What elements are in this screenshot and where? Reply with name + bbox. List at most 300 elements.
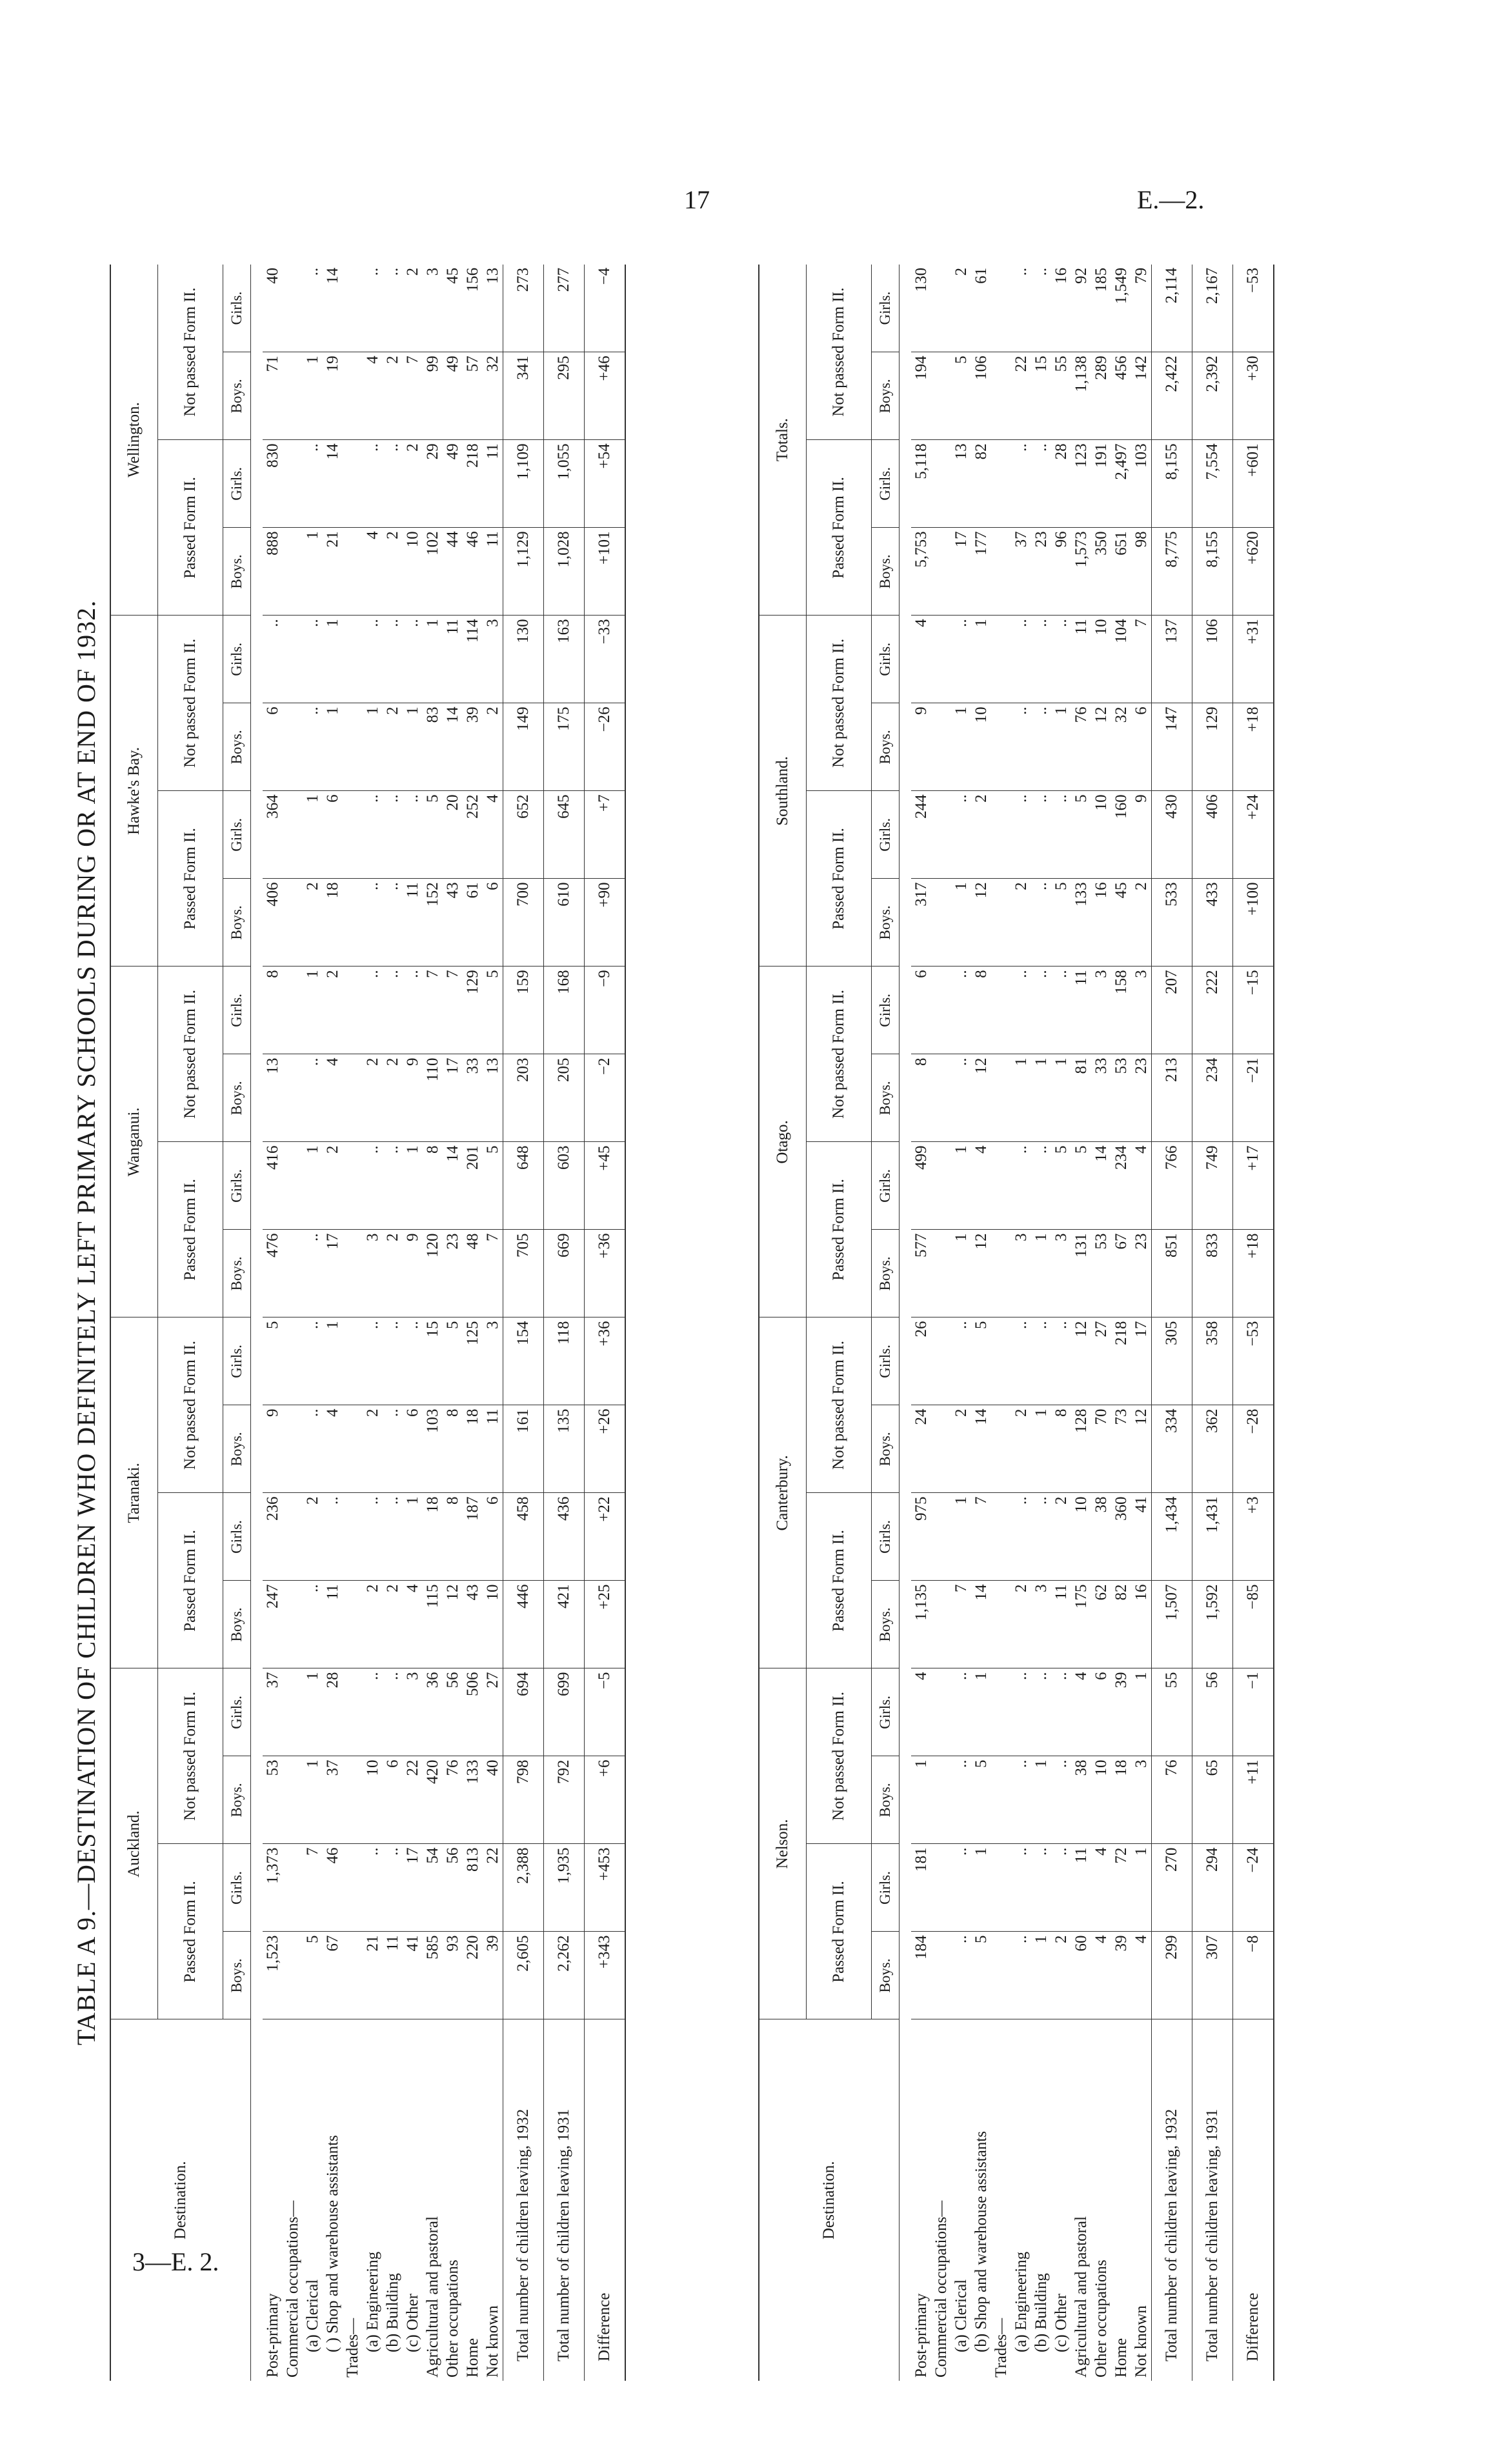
table-cell: 96	[1051, 528, 1071, 616]
table-cell: 7	[423, 967, 443, 1054]
table-cell: 1	[971, 1844, 991, 1932]
table-cell: 222	[1192, 967, 1233, 1054]
table-cell: 2	[383, 703, 403, 791]
table-cell: 4	[1131, 1932, 1152, 2019]
table-cell: 194	[911, 352, 931, 440]
table-row	[263, 265, 283, 2381]
table-cell: 36	[423, 1668, 443, 1756]
table-cell: 65	[1192, 1756, 1233, 1844]
table-cell: 603	[544, 1142, 585, 1230]
table-cell: 168	[544, 967, 585, 1054]
table-cell: 49	[443, 440, 463, 528]
table-cell: 14	[443, 1142, 463, 1230]
table-cell	[991, 1756, 1011, 1844]
table-cell: 46	[463, 528, 483, 616]
table-cell: ..	[363, 1317, 383, 1405]
table-cell: 103	[1131, 440, 1152, 528]
table-cell: −1	[1233, 1668, 1274, 1756]
table-cell: +18	[1233, 1230, 1274, 1317]
passed-header: Passed Form II.	[158, 791, 223, 967]
table-cell: 19	[323, 352, 343, 440]
table-cell: 341	[503, 352, 544, 440]
table-cell: 1,592	[1192, 1581, 1233, 1668]
table-cell: ..	[1031, 791, 1051, 879]
table-cell: 22	[403, 1756, 423, 1844]
table-cell: 6	[323, 791, 343, 879]
table-cell: 1	[1011, 1054, 1031, 1142]
table-cell: 118	[544, 1317, 585, 1405]
table-cell: 9	[1131, 791, 1152, 879]
girls-header: Girls.	[872, 265, 900, 352]
table-cell: 270	[1152, 1844, 1192, 1932]
table-cell: ..	[1011, 967, 1031, 1054]
table-cell: ..	[1011, 703, 1031, 791]
table-cell: 16	[1091, 879, 1111, 967]
table-cell: ..	[1051, 1844, 1071, 1932]
table-cell: 506	[463, 1668, 483, 1756]
table-cell: ..	[383, 1317, 403, 1405]
table-cell: 888	[263, 528, 283, 616]
table-cell: 299	[1152, 1932, 1192, 2019]
table-cell	[931, 967, 951, 1054]
table-cell: −24	[1233, 1844, 1274, 1932]
table-cell: 142	[1131, 352, 1152, 440]
table-cell: 1	[403, 703, 423, 791]
boys-header: Boys.	[872, 1581, 900, 1668]
table-cell: 177	[971, 528, 991, 616]
table-cell	[991, 528, 1011, 616]
table-cell	[283, 703, 303, 791]
row-label: Total number of children leaving, 1932	[503, 2019, 544, 2381]
table-cell	[931, 1142, 951, 1230]
table-cell: 8	[971, 967, 991, 1054]
table-cell: ..	[1011, 440, 1031, 528]
table-cell: ..	[1031, 703, 1051, 791]
table-cell: 12	[971, 1054, 991, 1142]
table-cell: 6	[483, 1493, 503, 1581]
table-cell: 187	[463, 1493, 483, 1581]
table-cell: ..	[1031, 879, 1051, 967]
table-cell: 130	[503, 616, 544, 703]
table-cell: ..	[403, 967, 423, 1054]
table-cell: 1,028	[544, 528, 585, 616]
table-row	[1131, 265, 1152, 2381]
row-label: Other occupations	[443, 2259, 461, 2378]
table-cell: 2	[1011, 1405, 1031, 1493]
table-cell: 6	[1131, 703, 1152, 791]
table-cell: 305	[1152, 1317, 1192, 1405]
table-cell: 8	[443, 1493, 463, 1581]
table-cell: ..	[383, 616, 403, 703]
table-cell: ..	[303, 1581, 323, 1668]
row-label: (b) Building	[383, 2273, 401, 2352]
table-cell: ..	[1031, 1317, 1051, 1405]
row-label: Agricultural and pastoral	[1072, 2216, 1090, 2378]
table-cell: ..	[303, 1405, 323, 1493]
table-cell: 28	[323, 1668, 343, 1756]
row-label: Other occupations	[1092, 2259, 1110, 2378]
table-cell: ..	[1051, 1317, 1071, 1405]
table-cell	[991, 440, 1011, 528]
table-cell	[991, 791, 1011, 879]
table-cell: 20	[443, 791, 463, 879]
table-cell: 5	[1051, 879, 1071, 967]
region-header: Canterbury.	[759, 1317, 807, 1668]
table-cell: 213	[1152, 1054, 1192, 1142]
table-cell: 3	[1031, 1581, 1051, 1668]
table-cell: 4	[971, 1142, 991, 1230]
not-passed-header: Not passed Form II.	[807, 1317, 872, 1493]
table-cell: 533	[1152, 879, 1192, 967]
table-cell: 76	[1152, 1756, 1192, 1844]
table-cell	[343, 616, 363, 703]
girls-header: Girls.	[223, 1493, 251, 1581]
table-cell: 1	[951, 1493, 971, 1581]
table-cell	[931, 1932, 951, 2019]
table-cell: 11	[483, 440, 503, 528]
table-cell: 1	[303, 967, 323, 1054]
table-cell: 39	[1111, 1932, 1131, 2019]
table-cell: 975	[911, 1493, 931, 1581]
table-cell: ..	[363, 265, 383, 352]
table-cell: 14	[443, 703, 463, 791]
table-cell: 766	[1152, 1142, 1192, 1230]
table-cell: 4	[483, 791, 503, 879]
table-cell: 2,167	[1192, 265, 1233, 352]
not-passed-header: Not passed Form II.	[807, 1668, 872, 1844]
table-cell: 7	[443, 967, 463, 1054]
table-cell: 11	[403, 879, 423, 967]
table-cell: 813	[463, 1844, 483, 1932]
table-cell: 1	[1131, 1668, 1152, 1756]
row-label: (a) Engineering	[1012, 2251, 1030, 2352]
table-cell: 2	[951, 265, 971, 352]
table-cell: ..	[1031, 440, 1051, 528]
table-cell: 1	[1051, 1054, 1071, 1142]
table-cell: 577	[911, 1230, 931, 1317]
table-cell: 1	[323, 1317, 343, 1405]
not-passed-header: Not passed Form II.	[158, 265, 223, 440]
region-header: Hawke's Bay.	[110, 616, 158, 967]
table-cell: 13	[263, 1054, 283, 1142]
table-block-2	[758, 265, 1274, 2381]
table-cell: 18	[423, 1493, 443, 1581]
table-cell: 295	[544, 352, 585, 440]
table-cell: 7	[971, 1493, 991, 1581]
table-cell	[283, 1581, 303, 1668]
table-cell: ..	[951, 1756, 971, 1844]
table-cell: 106	[1192, 616, 1233, 703]
table-cell: 1	[303, 791, 323, 879]
table-cell: +36	[585, 1230, 626, 1317]
table-cell: 21	[323, 528, 343, 616]
table-row	[303, 265, 323, 2381]
table-cell: 135	[544, 1405, 585, 1493]
table-cell: 436	[544, 1493, 585, 1581]
table-cell: 5	[423, 791, 443, 879]
table-cell	[283, 879, 303, 967]
table-cell: 43	[443, 879, 463, 967]
table-cell: 317	[911, 879, 931, 967]
table-cell: 79	[1131, 265, 1152, 352]
document-code: E.—2.	[1137, 185, 1205, 214]
row-label: Post-primary	[263, 2293, 281, 2378]
table-row	[1091, 265, 1111, 2381]
table-cell: 24	[911, 1405, 931, 1493]
table-cell: 476	[263, 1230, 283, 1317]
table-row	[1233, 265, 1274, 2381]
table-cell: +18	[1233, 703, 1274, 791]
table-cell: 14	[323, 265, 343, 352]
table-cell: 244	[911, 791, 931, 879]
table-cell: ..	[1051, 1756, 1071, 1844]
table-cell: 2	[323, 967, 343, 1054]
table-cell: 22	[483, 1844, 503, 1932]
table-cell	[991, 703, 1011, 791]
rotated-table-area	[26, 265, 1316, 2381]
data-table	[758, 265, 1274, 2381]
table-cell: ..	[951, 1932, 971, 2019]
row-label: (a) Clerical	[952, 2279, 970, 2352]
region-header: Otago.	[759, 967, 807, 1317]
table-cell: +453	[585, 1844, 626, 1932]
table-cell: +22	[585, 1493, 626, 1581]
table-cell: ..	[383, 1493, 403, 1581]
table-cell: 181	[911, 1844, 931, 1932]
table-cell: 5	[1071, 791, 1091, 879]
table-cell: 2	[1051, 1493, 1071, 1581]
not-passed-header: Not passed Form II.	[158, 967, 223, 1142]
table-cell	[991, 1932, 1011, 2019]
table-cell: 2	[1011, 879, 1031, 967]
table-cell: ..	[951, 791, 971, 879]
table-cell: 129	[1192, 703, 1233, 791]
table-cell: 8	[443, 1405, 463, 1493]
table-cell: ..	[263, 616, 283, 703]
table-cell	[931, 440, 951, 528]
table-cell: 218	[1111, 1317, 1131, 1405]
table-cell	[991, 1493, 1011, 1581]
table-cell: 5,753	[911, 528, 931, 616]
table-cell: 7	[483, 1230, 503, 1317]
passed-header: Passed Form II.	[158, 440, 223, 616]
table-cell	[343, 1493, 363, 1581]
table-cell: 14	[1091, 1142, 1111, 1230]
table-cell: 416	[263, 1142, 283, 1230]
table-cell: 1	[403, 1493, 423, 1581]
boys-header: Boys.	[872, 1230, 900, 1317]
girls-header: Girls.	[223, 791, 251, 879]
table-cell: 10	[363, 1756, 383, 1844]
table-cell: +7	[585, 791, 626, 879]
table-cell	[343, 791, 363, 879]
table-row	[423, 265, 443, 2381]
table-cell: 37	[1011, 528, 1031, 616]
table-cell	[991, 1668, 1011, 1756]
table-cell: 185	[1091, 265, 1111, 352]
table-cell: 6	[1091, 1668, 1111, 1756]
table-cell: 56	[443, 1668, 463, 1756]
table-cell: −21	[1233, 1054, 1274, 1142]
table-cell	[343, 879, 363, 967]
table-cell: 18	[323, 879, 343, 967]
table-cell: 648	[503, 1142, 544, 1230]
table-cell: 130	[911, 265, 931, 352]
table-cell: +46	[585, 352, 626, 440]
boys-header: Boys.	[872, 1932, 900, 2019]
table-cell: 5	[443, 1317, 463, 1405]
table-row	[1071, 265, 1091, 2381]
table-cell	[931, 1844, 951, 1932]
table-cell: +54	[585, 440, 626, 528]
table-cell: 39	[483, 1932, 503, 2019]
table-cell: 129	[463, 967, 483, 1054]
table-cell: 2	[383, 1230, 403, 1317]
table-cell: ..	[303, 440, 323, 528]
boys-header: Boys.	[872, 528, 900, 616]
table-cell: 26	[911, 1317, 931, 1405]
table-cell: 133	[1071, 879, 1091, 967]
table-row	[403, 265, 423, 2381]
table-cell: 10	[971, 703, 991, 791]
table-cell	[931, 1493, 951, 1581]
table-cell: 2	[303, 1493, 323, 1581]
table-row	[363, 265, 383, 2381]
table-cell: 798	[503, 1756, 544, 1844]
table-cell	[283, 1932, 303, 2019]
table-cell	[991, 1142, 1011, 1230]
table-cell: 421	[544, 1581, 585, 1668]
table-cell: 6	[383, 1756, 403, 1844]
table-cell: 175	[544, 703, 585, 791]
table-cell	[283, 1493, 303, 1581]
table-cell: 2	[383, 352, 403, 440]
table-cell: 1,434	[1152, 1493, 1192, 1581]
not-passed-header: Not passed Form II.	[158, 1317, 223, 1493]
row-label: Total number of children leaving, 1932	[1152, 2019, 1192, 2381]
table-cell	[991, 1581, 1011, 1668]
table-cell: 27	[1091, 1317, 1111, 1405]
table-cell: 201	[463, 1142, 483, 1230]
table-cell: 4	[1091, 1844, 1111, 1932]
table-cell: 62	[1091, 1581, 1111, 1668]
table-cell	[283, 528, 303, 616]
table-cell: 102	[423, 528, 443, 616]
girls-header: Girls.	[872, 1493, 900, 1581]
table-cell: +343	[585, 1932, 626, 2019]
table-cell: 4	[323, 1054, 343, 1142]
table-cell: +90	[585, 879, 626, 967]
table-cell: ..	[1011, 265, 1031, 352]
table-cell: 749	[1192, 1142, 1233, 1230]
boys-header: Boys.	[223, 1756, 251, 1844]
row-label: Trades—	[343, 2318, 361, 2378]
table-cell	[931, 265, 951, 352]
table-cell: ..	[951, 1054, 971, 1142]
table-cell: 294	[1192, 1844, 1233, 1932]
row-label: Total number of children leaving, 1931	[544, 2019, 585, 2381]
table-cell: 161	[503, 1405, 544, 1493]
table-cell: +6	[585, 1756, 626, 1844]
table-cell: 652	[503, 791, 544, 879]
table-cell: 406	[1192, 791, 1233, 879]
table-cell: +25	[585, 1581, 626, 1668]
table-cell: 191	[1091, 440, 1111, 528]
table-cell: 163	[544, 616, 585, 703]
table-cell: 2,114	[1152, 265, 1192, 352]
table-row	[544, 265, 585, 2381]
table-cell: 1,373	[263, 1844, 283, 1932]
table-cell: 55	[1051, 352, 1071, 440]
table-cell: ..	[403, 1317, 423, 1405]
table-row	[503, 265, 544, 2381]
table-cell: 11	[323, 1581, 343, 1668]
table-cell: ..	[1031, 1142, 1051, 1230]
table-cell: 830	[263, 440, 283, 528]
table-cell: 1,431	[1192, 1493, 1233, 1581]
table-row	[443, 265, 463, 2381]
table-cell: 10	[403, 528, 423, 616]
table-cell: −9	[585, 967, 626, 1054]
table-cell: 585	[423, 1932, 443, 2019]
table-cell	[931, 1668, 951, 1756]
girls-header: Girls.	[223, 1317, 251, 1405]
region-header: Wellington.	[110, 265, 158, 616]
row-label: (a) Clerical	[303, 2279, 321, 2352]
table-cell	[283, 1054, 303, 1142]
table-cell: 610	[544, 879, 585, 967]
table-cell: 350	[1091, 528, 1111, 616]
table-cell: 9	[403, 1230, 423, 1317]
table-cell: 175	[1071, 1581, 1091, 1668]
table-cell: 98	[1131, 528, 1152, 616]
table-cell: 2,422	[1152, 352, 1192, 440]
table-cell	[283, 1405, 303, 1493]
table-cell: ..	[383, 1405, 403, 1493]
row-label: (c) Other	[403, 2294, 421, 2352]
table-cell: +17	[1233, 1142, 1274, 1230]
table-cell: 1	[363, 703, 383, 791]
table-cell: ..	[303, 1054, 323, 1142]
table-cell: ..	[383, 440, 403, 528]
table-cell: −28	[1233, 1405, 1274, 1493]
table-cell	[991, 352, 1011, 440]
table-cell: 8	[911, 1054, 931, 1142]
table-cell: 33	[463, 1054, 483, 1142]
girls-header: Girls.	[223, 1142, 251, 1230]
table-cell: 39	[463, 703, 483, 791]
table-cell: 5	[951, 352, 971, 440]
table-cell: ..	[951, 967, 971, 1054]
table-cell	[991, 1054, 1011, 1142]
table-cell: 5	[483, 967, 503, 1054]
not-passed-header: Not passed Form II.	[807, 967, 872, 1142]
table-cell: 11	[1071, 616, 1091, 703]
table-cell: 104	[1111, 616, 1131, 703]
table-cell: ..	[303, 1230, 323, 1317]
girls-header: Girls.	[872, 967, 900, 1054]
table-cell: 137	[1152, 616, 1192, 703]
table-cell: 38	[1071, 1756, 1091, 1844]
side-reference: 3—E. 2.	[132, 2247, 219, 2276]
table-cell: 131	[1071, 1230, 1091, 1317]
girls-header: Girls.	[223, 1844, 251, 1932]
table-cell: 3	[483, 616, 503, 703]
table-cell: 1	[323, 616, 343, 703]
table-cell: 433	[1192, 879, 1233, 967]
table-cell: 154	[503, 1317, 544, 1405]
table-cell: 833	[1192, 1230, 1233, 1317]
